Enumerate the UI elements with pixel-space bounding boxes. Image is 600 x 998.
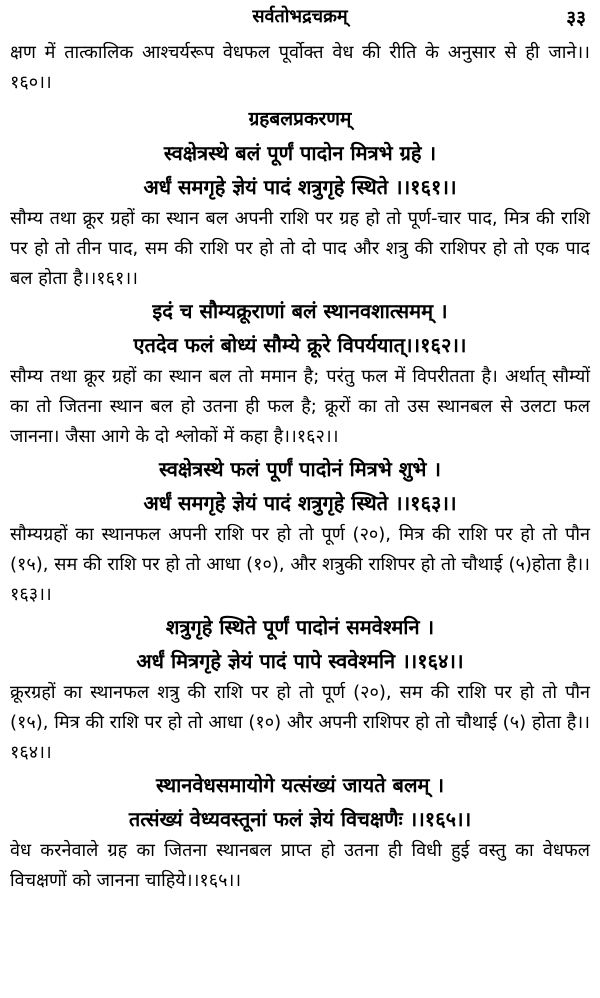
section-heading: ग्रहबलप्रकरणम्: [248, 108, 352, 130]
commentary-paragraph: वेध करनेवाले ग्रह का जितना स्थानबल प्राप्त हो उतना ही विधी हुई वस्तु का वेधफल विचक्षणों को जानना चाहिये।।१६५।।: [10, 840, 590, 891]
sanskrit-verse-line: एतदेव फलं बोध्यं सौम्ये क्रूरे विपर्ययात्।।१६२।।: [133, 333, 467, 357]
sanskrit-verse-line: स्थानवेधसमायोगे यत्संख्यं जायते बलम् ।: [155, 773, 445, 797]
sanskrit-verse-line: शत्रुगृहे स्थिते पूर्णं पादोनं समवेश्मनि ।: [165, 615, 435, 639]
commentary-paragraph: क्षण में तात्कालिक आश्चर्यरूप वेधफल पूर्वोक्त वेध की रीति के अनुसार से ही जाने।।१६०।।: [10, 42, 590, 93]
sanskrit-verse-line: अर्धं समगृहे ज्ञेयं पादं शत्रुगृहे स्थिते ।।१६१।।: [143, 175, 457, 199]
sanskrit-verse-line: स्वक्षेत्रस्थे बलं पूर्णं पादोन मित्रभे ग्रहे ।: [163, 141, 437, 165]
sanskrit-verse-line: स्वक्षेत्रस्थे फलं पूर्णं पादोनं मित्रभे शुभे ।: [159, 457, 441, 481]
page-header: [10, 2, 590, 36]
page-number: ३३: [566, 7, 586, 29]
sanskrit-verse-line: तत्संख्यं वेध्यवस्तूनां फलं ज्ञेयं विचक्षणैः ।।१६५।।: [128, 807, 472, 831]
sanskrit-verse-line: इदं च सौम्यक्रूराणां बलं स्थानवशात्समम् ।: [152, 299, 448, 323]
commentary-paragraph: सौम्य तथा क्रूर ग्रहों का स्थान बल अपनी राशि पर ग्रह हो तो पूर्ण-चार पाद, मित्र की राशि पर हो तो तीन पाद, सम की राशि पर हो तो दो पाद और शत्रु की राशिपर हो तो एक पाद बल होता है।।१६१।।: [10, 208, 590, 289]
sanskrit-verse-line: अर्धं मित्रगृहे ज्ञेयं पादं पापे स्ववेश्मनि ।।१६४।।: [136, 649, 464, 673]
running-header-title: सर्वतोभद्रचक्रम्: [252, 6, 348, 27]
commentary-paragraph: सौम्यग्रहों का स्थानफल अपनी राशि पर हो तो पूर्ण (२०), मित्र की राशि पर हो तो पौन (१५), सम की राशि पर हो तो आधा (१०), और शत्रुकी राशिपर हो तो चौथाई (५)होता है।।१६३।।: [10, 524, 590, 605]
commentary-paragraph: क्रूरग्रहों का स्थानफल शत्रु की राशि पर हो तो पूर्ण (२०), सम की राशि पर हो तो पौन (१५), मित्र की राशि पर हो तो आधा (१०) और अपनी राशिपर हो तो चौथाई (५) होता है।।१६४।।: [10, 682, 590, 763]
sanskrit-verse-line: अर्धं समगृहे ज्ञेयं पादं शत्रुगृहे स्थिते ।।१६३।।: [143, 491, 457, 515]
commentary-paragraph: सौम्य तथा क्रूर ग्रहों का स्थान बल तो ममान है; परंतु फल में विपरीतता है। अर्थात् सौम्यों का तो जितना स्थान बल हो उतना ही फल है; क्रूरों का तो उस स्थानबल से उलटा फल जानना। जैसा आगे के दो श्लोकों में कहा है।।१६२।।: [10, 366, 590, 447]
